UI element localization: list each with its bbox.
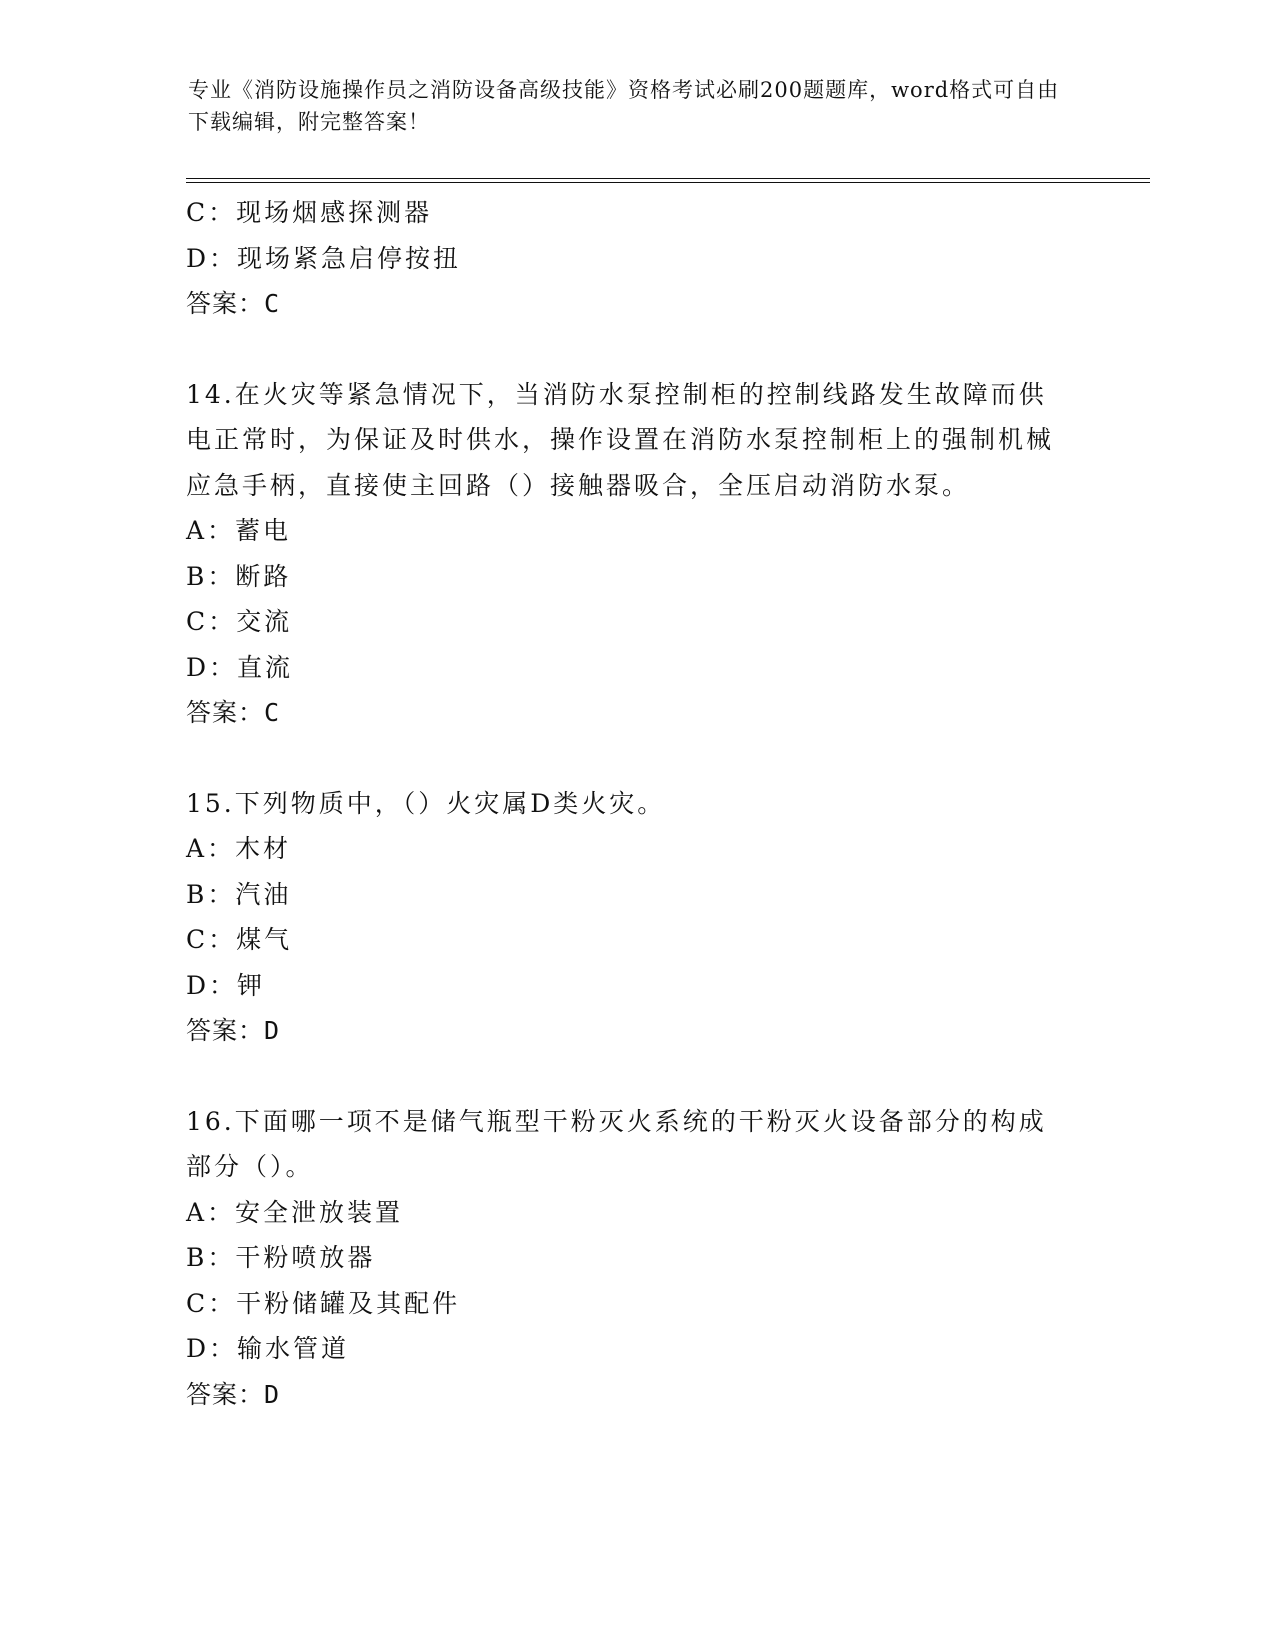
answer: 答案：C xyxy=(186,289,281,318)
option-a: A：木材 xyxy=(186,834,292,863)
option-b: B：断路 xyxy=(186,561,292,591)
option-a: A：安全泄放装置 xyxy=(186,1197,404,1227)
answer: 答案：D xyxy=(186,1379,281,1409)
option-c: C：现场烟感探测器 xyxy=(186,198,433,227)
question-16 xyxy=(186,1099,1086,1418)
option-d: D：现场紧急启停按扭 xyxy=(186,243,462,273)
option-d: D：直流 xyxy=(186,652,294,682)
option-a: A：蓄电 xyxy=(186,516,292,545)
option-c: C：干粉储罐及其配件 xyxy=(186,1288,461,1318)
answer: 答案：D xyxy=(186,1016,281,1045)
page-header: 专业《消防设施操作员之消防设备高级技能》资格考试必刷200题题库，word格式可自由下载编辑，附完整答案！ xyxy=(188,78,1060,134)
question-text: 16.下面哪一项不是储气瓶型干粉灭火系统的干粉灭火设备部分的构成部分（）。 xyxy=(186,1106,1047,1181)
option-d: D：钾 xyxy=(186,970,266,1000)
option-b: B：干粉喷放器 xyxy=(186,1243,376,1272)
option-b: B：汽油 xyxy=(186,879,292,909)
carryover-block xyxy=(186,190,1086,327)
header-rule-bottom xyxy=(186,182,1150,183)
option-d: D：输水管道 xyxy=(186,1334,350,1363)
question-14 xyxy=(186,372,1086,736)
option-c: C：煤气 xyxy=(186,925,293,954)
question-15 xyxy=(186,781,1086,1054)
header-rule-top xyxy=(186,178,1150,179)
answer: 答案：C xyxy=(186,698,281,727)
question-text: 15.下列物质中，（）火灾属D类火灾。 xyxy=(186,788,666,818)
question-text: 14.在火灾等紧急情况下，当消防水泵控制柜的控制线路发生故障而供电正常时，为保证及时供水，操作设置在消防水泵控制柜上的强制机械应急手柄，直接使主回路（）接触器吸合，全压启动消防水泵。 xyxy=(186,379,1055,500)
option-c: C：交流 xyxy=(186,607,293,636)
document-body xyxy=(186,190,1086,1417)
